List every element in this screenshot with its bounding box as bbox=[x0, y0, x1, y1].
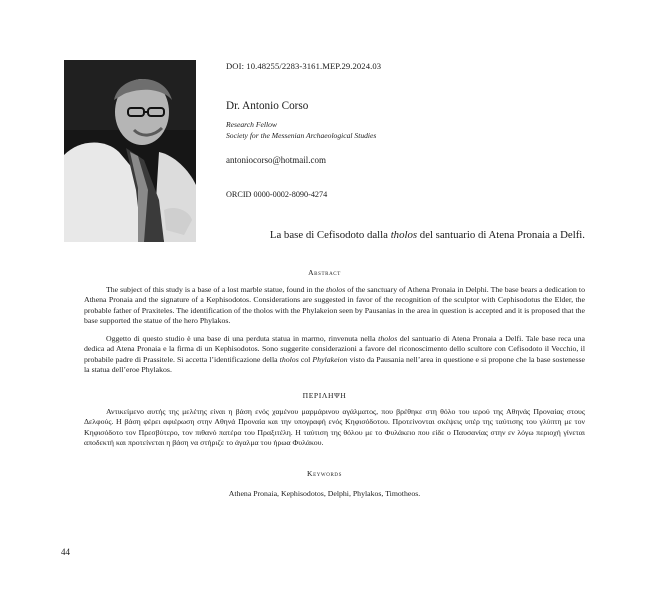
abstract-italian bbox=[84, 334, 585, 376]
title-part: La base di Cefisodoto dalla bbox=[269, 229, 391, 241]
abstract-text: The subject of this study is a base of a lost marble statue, found in the bbox=[106, 285, 327, 294]
title-part: del santuario di Atena Pronaia a Delfi. bbox=[417, 229, 585, 241]
greek-abstract-heading: ΠΕΡΙΛΗΨΗ bbox=[302, 391, 347, 400]
title-italic: tholos bbox=[390, 229, 418, 241]
abstract-italic: Phylakeion bbox=[312, 354, 348, 364]
abstract-text: del santuario di Atena Pronaia a Delfi. Tale base reca una dedica ad Atena Pronaia e la firma di un Kephisodotos. Sono suggerite considerazioni a favore del riconoscimento dello scultore con Cefisodoto il Vecchio, il probabile padre di Prassitele. Si accetta l’identificazione della bbox=[84, 334, 585, 364]
abstract-text: visto da Pausania nell’area in questione e si propone che la base sostenesse la statua dell’eroe Phylakos. bbox=[84, 354, 585, 375]
keywords-list: Athena Pronaia, Kephisodotos, Delphi, Phylakos, Timotheos. bbox=[228, 489, 421, 498]
abstract-text: Oggetto di questo studio è una base di una perduta statua in marmo, rinvenuta nella bbox=[106, 334, 379, 343]
author-portrait-photo bbox=[64, 60, 196, 242]
author-name: Dr. Antonio Corso bbox=[226, 100, 309, 112]
author-email[interactable]: antoniocorso@hotmail.com bbox=[226, 155, 327, 165]
keywords-heading: Keywords bbox=[306, 469, 342, 478]
author-orcid: ORCID 0000-0002-8090-4274 bbox=[226, 190, 328, 199]
abstract-english bbox=[84, 285, 585, 327]
author-affiliation bbox=[226, 119, 376, 141]
abstract-italic: tholos bbox=[326, 285, 346, 294]
page-number: 44 bbox=[61, 547, 70, 557]
abstract-heading: Abstract bbox=[308, 268, 341, 277]
article-title bbox=[200, 229, 585, 241]
author-role: Research Fellow bbox=[226, 120, 277, 129]
doi-line: DOI: 10.48255/2283-3161.MEP.29.2024.03 bbox=[226, 61, 382, 71]
abstract-text: of the sanctuary of Athena Pronaia in Delphi. The base bears a dedication to Athena Pronaia and the signature of a Kephisodotos. Considerations are suggested in favor of the recognition of the sculptor with Cephisodotus the Elder, the probable father of Praxiteles. The identification of the tholos with the Phylakeion seen by Pausanias in the area in question is accepted and it is proposed that the base supported the statue of the hero Phylakos. bbox=[84, 285, 585, 326]
abstract-text: col bbox=[298, 354, 313, 364]
abstract-italic: tholos bbox=[378, 334, 398, 343]
abstract-greek: Αντικείμενο αυτής της μελέτης είναι η βάση ενός χαμένου μαρμάρινου αγάλματος, που βρέθηκε στη θόλο του ιερού της Αθηνάς Προναίας στους Δελφούς. Η βάση φέρει αφιέρωση στην Αθηνά Προναία και την υπογραφή ενός Κηφισόδοτου. Προτείνονται σκέψεις υπέρ της ταύτισης του γλύπτη με τον Κηφισόδοτο τον Πρεσβύτερο, τον πιθανό πατέρα του Πραξιτέλη. Η ταύτιση της θόλου με το Φυλάκειο που είδε ο Παυσανίας στην εν λόγω περιοχή γίνεται αποδεκτή και προτείνεται η βάση να στήριζε το άγαλμα του ήρωα Φυλάκου. bbox=[84, 407, 585, 448]
abstract-italic: tholos bbox=[279, 354, 299, 364]
author-society: Society for the Messenian Archaeological Studies bbox=[226, 131, 377, 140]
